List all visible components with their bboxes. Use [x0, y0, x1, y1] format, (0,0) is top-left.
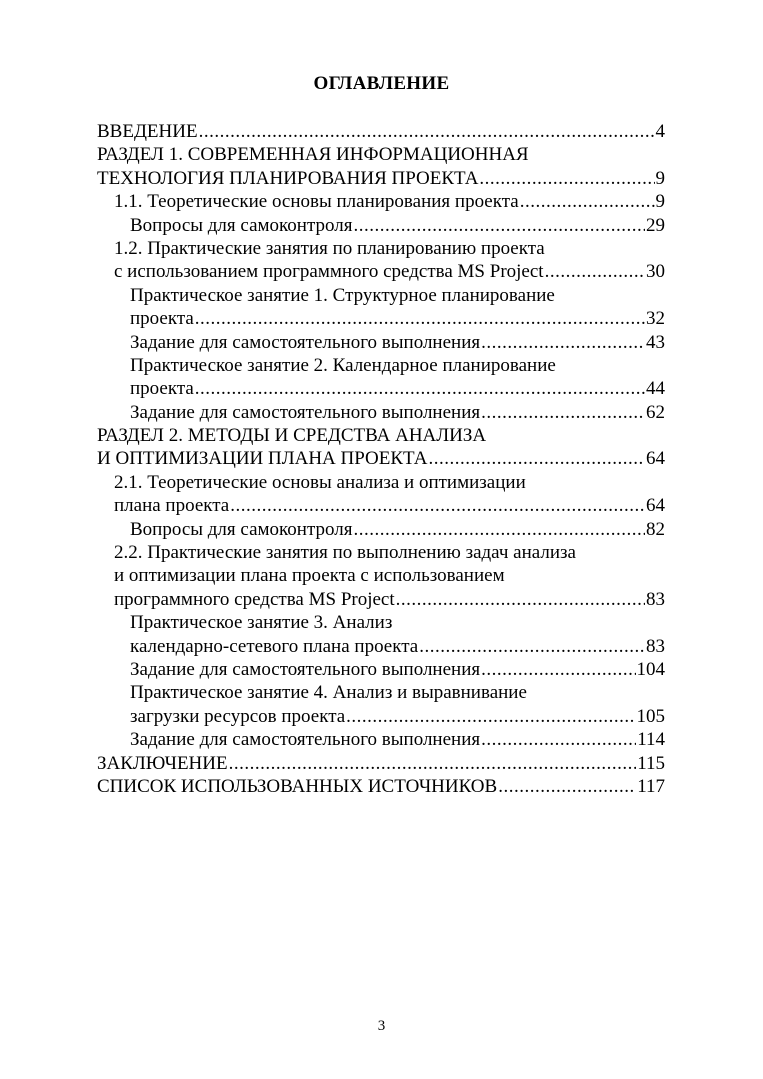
toc-line — [97, 260, 665, 283]
toc-page-number: 64 — [646, 448, 665, 470]
dot-leader — [353, 518, 645, 541]
toc-line — [97, 424, 665, 447]
toc-page-number: 62 — [646, 401, 665, 423]
toc-entry-text: И ОПТИМИЗАЦИИ ПЛАНА ПРОЕКТА — [97, 448, 428, 470]
table-of-contents — [97, 120, 665, 798]
toc-entry-text: Практическое занятие 4. Анализ и выравнивание — [130, 682, 527, 704]
toc-entry — [97, 752, 665, 775]
dot-leader — [520, 190, 655, 213]
toc-page-number: 105 — [636, 705, 665, 727]
toc-line — [97, 494, 665, 517]
toc-line — [97, 377, 665, 400]
toc-entry-text: РАЗДЕЛ 2. МЕТОДЫ И СРЕДСТВА АНАЛИЗА — [97, 425, 487, 447]
dot-leader — [498, 775, 636, 798]
toc-line — [97, 190, 665, 213]
toc-page-number: 4 — [655, 121, 665, 142]
toc-line — [97, 518, 665, 541]
dot-leader — [428, 447, 645, 470]
toc-entry-text: ВВЕДЕНИЕ — [97, 121, 198, 142]
toc-entry-text: Вопросы для самоконтроля — [130, 214, 353, 236]
page-title: ОГЛАВЛЕНИЕ — [313, 73, 450, 94]
dot-leader — [479, 167, 654, 190]
toc-line — [97, 214, 665, 237]
dot-leader — [545, 260, 645, 283]
toc-line — [97, 635, 665, 658]
toc-entry-text: Практическое занятие 1. Структурное планирование — [130, 284, 555, 306]
toc-page-number: 64 — [646, 495, 665, 517]
toc-line — [97, 401, 665, 424]
toc-entry-text: с использованием программного средства MS Project — [114, 261, 544, 283]
toc-line — [97, 167, 665, 190]
dot-leader — [481, 658, 635, 681]
toc-page-number: 115 — [637, 752, 665, 774]
dot-leader — [195, 307, 645, 330]
toc-entry — [97, 541, 665, 611]
toc-entry — [97, 728, 665, 751]
toc-entry — [97, 471, 665, 518]
toc-entry-text: и оптимизации плана проекта с использованием — [114, 565, 505, 587]
toc-page-number: 83 — [646, 635, 665, 657]
toc-entry — [97, 775, 665, 798]
toc-line — [97, 775, 665, 798]
toc-line — [97, 143, 665, 166]
toc-entry-text: ТЕХНОЛОГИЯ ПЛАНИРОВАНИЯ ПРОЕКТА — [97, 167, 479, 189]
toc-page-number: 117 — [637, 775, 665, 797]
toc-page-number: 104 — [636, 658, 665, 680]
toc-line — [97, 284, 665, 307]
toc-entry — [97, 331, 665, 354]
dot-leader — [195, 377, 645, 400]
dot-leader — [481, 401, 645, 424]
dot-leader — [481, 728, 636, 751]
toc-page-number: 82 — [646, 518, 665, 540]
toc-entry-text: календарно-сетевого плана проекта — [130, 635, 419, 657]
toc-entry — [97, 401, 665, 424]
dot-leader — [230, 494, 645, 517]
toc-line — [97, 588, 665, 611]
toc-line — [97, 331, 665, 354]
toc-page-number: 114 — [637, 729, 665, 751]
toc-line — [97, 658, 665, 681]
toc-entry — [97, 424, 665, 471]
toc-entry-text: загрузки ресурсов проекта — [130, 705, 346, 727]
toc-entry — [97, 284, 665, 331]
toc-entry — [97, 518, 665, 541]
toc-entry-text: 2.1. Теоретические основы анализа и оптимизации — [114, 471, 526, 493]
toc-line — [97, 471, 665, 494]
toc-line — [97, 705, 665, 728]
toc-line — [97, 541, 665, 564]
toc-page-number: 9 — [655, 167, 665, 189]
toc-page-number: 32 — [646, 308, 665, 330]
toc-entry-text: Вопросы для самоконтроля — [130, 518, 353, 540]
toc-line — [97, 354, 665, 377]
toc-page-number: 9 — [655, 191, 665, 213]
toc-entry-text: 2.2. Практические занятия по выполнению задач анализа — [114, 542, 576, 564]
toc-page-number: 43 — [646, 331, 665, 353]
toc-entry — [97, 143, 665, 190]
toc-line — [97, 728, 665, 751]
toc-entry-text: проекта — [130, 308, 194, 330]
toc-line — [97, 611, 665, 634]
dot-leader — [229, 752, 637, 775]
toc-entry-text: ЗАКЛЮЧЕНИЕ — [97, 752, 228, 774]
toc-entry-text: СПИСОК ИСПОЛЬЗОВАННЫХ ИСТОЧНИКОВ — [97, 775, 498, 797]
toc-line — [97, 447, 665, 470]
toc-entry-text: 1.1. Теоретические основы планирования проекта — [114, 191, 519, 213]
dot-leader — [346, 705, 635, 728]
toc-entry-text: РАЗДЕЛ 1. СОВРЕМЕННАЯ ИНФОРМАЦИОННАЯ — [97, 144, 529, 166]
toc-line — [97, 307, 665, 330]
toc-entry-text: Практическое занятие 2. Календарное планирование — [130, 354, 556, 376]
toc-entry — [97, 658, 665, 681]
toc-page-number: 44 — [646, 378, 665, 400]
page-number: 3 — [377, 1018, 386, 1034]
toc-entry-text: Задание для самостоятельного выполнения — [130, 331, 481, 353]
toc-entry — [97, 237, 665, 284]
dot-leader — [199, 120, 655, 143]
toc-entry — [97, 354, 665, 401]
toc-entry-text: Задание для самостоятельного выполнения — [130, 658, 481, 680]
dot-leader — [419, 635, 645, 658]
toc-entry-text: Задание для самостоятельного выполнения — [130, 729, 481, 751]
toc-entry — [97, 611, 665, 658]
toc-line — [97, 237, 665, 260]
toc-line — [97, 564, 665, 587]
dot-leader — [396, 588, 645, 611]
toc-entry — [97, 681, 665, 728]
toc-entry-text: проекта — [130, 378, 194, 400]
dot-leader — [481, 331, 645, 354]
toc-entry-text: Задание для самостоятельного выполнения — [130, 401, 481, 423]
toc-line — [97, 681, 665, 704]
toc-entry — [97, 214, 665, 237]
toc-entry — [97, 190, 665, 213]
toc-page-number: 83 — [646, 588, 665, 610]
toc-entry-text: Практическое занятие 3. Анализ — [130, 612, 393, 634]
toc-page-number: 30 — [646, 261, 665, 283]
toc-line — [97, 752, 665, 775]
toc-entry-text: программного средства MS Project — [114, 588, 395, 610]
toc-entry-text: плана проекта — [114, 495, 230, 517]
toc-page-number: 29 — [646, 214, 665, 236]
toc-entry-text: 1.2. Практические занятия по планированию проекта — [114, 237, 545, 259]
toc-line — [97, 120, 665, 143]
toc-entry — [97, 120, 665, 143]
dot-leader — [353, 214, 645, 237]
